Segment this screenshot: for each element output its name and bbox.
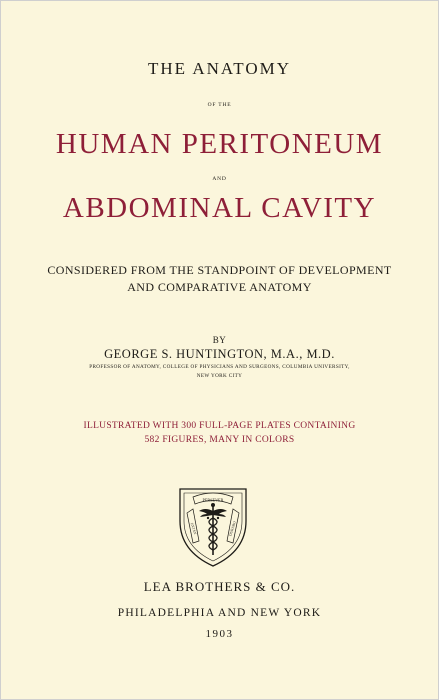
emblem-banner-top: PERSEVER: [202, 497, 224, 503]
caduceus-shield-icon: [177, 485, 249, 569]
subtitle-line-2: AND COMPARATIVE ANATOMY: [127, 280, 312, 294]
emblem-banner-left: EXTAN: [189, 522, 198, 535]
title-line-2: HUMAN PERITONEUM: [55, 128, 384, 160]
illustration-note-line-2: 582 FIGURES, MANY IN COLORS: [144, 435, 295, 445]
subtitle-line-1: CONSIDERED FROM THE STANDPOINT OF DEVELOPMENT: [47, 263, 392, 277]
connector-of-the: OF THE: [207, 102, 232, 108]
publisher-location: PHILADELPHIA AND NEW YORK: [117, 607, 322, 619]
emblem-banner-right: DURABO: [228, 520, 237, 537]
illustration-note-line-1: ILLUSTRATED WITH 300 FULL-PAGE PLATES CONTAINING: [83, 421, 356, 431]
publication-year: 1903: [205, 628, 234, 640]
title-line-3: ABDOMINAL CAVITY: [62, 192, 377, 224]
author-affiliation-line-1: PROFESSOR OF ANATOMY, COLLEGE OF PHYSICIANS AND SURGEONS, COLUMBIA UNIVERSITY,: [89, 364, 350, 370]
title-line-1: THE ANATOMY: [147, 59, 292, 78]
publisher-name: LEA BROTHERS & CO.: [143, 579, 296, 594]
author-name: GEORGE S. HUNTINGTON, M.A., M.D.: [104, 347, 335, 361]
connector-and: AND: [212, 176, 227, 182]
by-label: BY: [212, 335, 227, 345]
author-affiliation-line-2: NEW YORK CITY: [196, 373, 243, 379]
